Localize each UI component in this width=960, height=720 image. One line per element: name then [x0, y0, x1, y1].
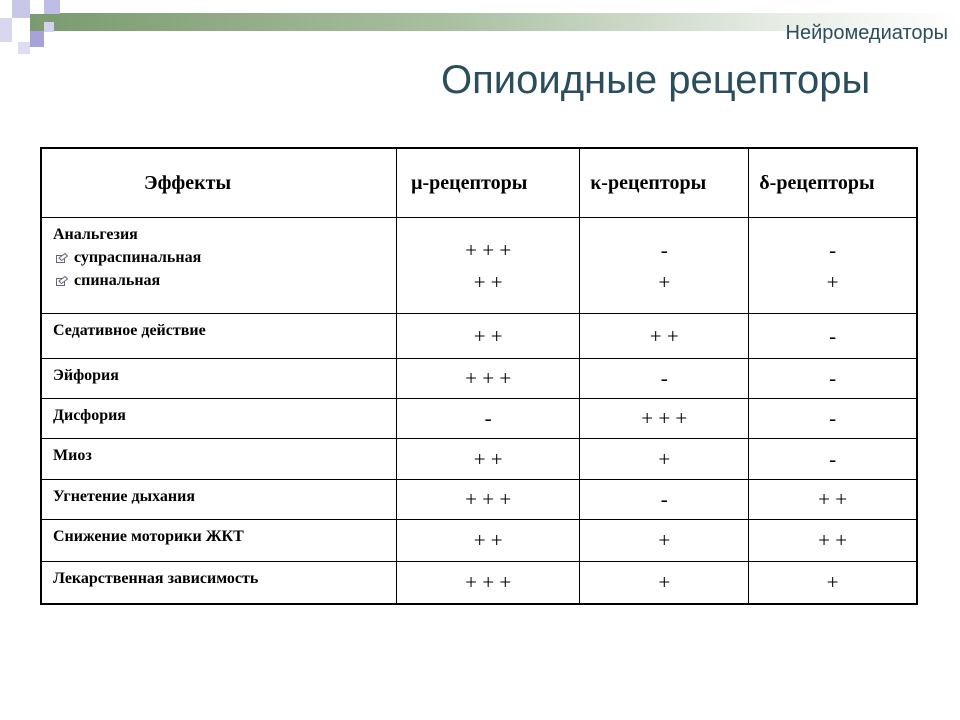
delta-cell: + +	[749, 480, 917, 520]
decor-square	[12, 18, 30, 42]
decor-square	[12, 0, 30, 18]
effect-cell: Эйфория	[41, 359, 397, 399]
sub-item	[53, 272, 396, 290]
decor-square	[44, 0, 60, 14]
mu-cell: + +	[397, 439, 580, 480]
sub-bullet-icon	[56, 276, 68, 286]
kappa-cell: +	[580, 562, 749, 604]
effect-cell: Лекарственная зависимость	[41, 562, 397, 604]
effect-cell: Дисфория	[41, 399, 397, 439]
sub-bullet-icon	[56, 253, 68, 263]
table-row	[41, 399, 917, 439]
value-spinal: +	[826, 269, 839, 294]
receptor-table	[40, 147, 918, 605]
delta-cell	[749, 218, 917, 314]
delta-cell: -	[749, 314, 917, 359]
table-row	[41, 480, 917, 520]
decor-square	[18, 42, 30, 54]
decor-square	[30, 31, 44, 47]
mu-cell: -	[397, 399, 580, 439]
table-row	[41, 562, 917, 604]
value-supraspinal: + + +	[465, 237, 512, 262]
decor-square	[44, 22, 54, 32]
value-spinal: + +	[473, 269, 503, 294]
delta-cell: + +	[749, 520, 917, 562]
decor-square	[0, 18, 12, 42]
value-spinal: +	[658, 269, 671, 294]
value-supraspinal: -	[829, 237, 837, 262]
delta-cell: -	[749, 359, 917, 399]
kappa-cell: -	[580, 359, 749, 399]
kappa-cell: -	[580, 480, 749, 520]
delta-cell: -	[749, 399, 917, 439]
effect-cell: Снижение моторики ЖКТ	[41, 520, 397, 562]
slide-title: Опиоидные рецепторы	[441, 58, 871, 102]
table-row	[41, 439, 917, 480]
mu-cell: + + +	[397, 562, 580, 604]
mu-cell: + +	[397, 314, 580, 359]
column-header-delta: δ-рецепторы	[749, 148, 917, 218]
column-header-effects: Эффекты	[41, 148, 397, 218]
mu-cell: + + +	[397, 480, 580, 520]
mu-cell	[397, 218, 580, 314]
table-row-analgesia	[41, 218, 917, 314]
table-header-row	[41, 148, 917, 218]
kappa-cell	[580, 218, 749, 314]
sub-item	[53, 249, 396, 267]
sub-item-label: спинальная	[74, 272, 161, 289]
sub-item-label: супраспинальная	[74, 249, 202, 266]
table-row	[41, 359, 917, 399]
table-row	[41, 520, 917, 562]
column-header-mu: μ-рецепторы	[397, 148, 580, 218]
effect-label: Анальгезия	[53, 226, 138, 243]
section-header: Нейромедиаторы	[785, 22, 948, 44]
kappa-cell: + +	[580, 314, 749, 359]
decor-square	[30, 0, 44, 14]
kappa-cell: + + +	[580, 399, 749, 439]
mu-cell: + + +	[397, 359, 580, 399]
effect-cell: Седативное действие	[41, 314, 397, 359]
effect-cell	[41, 218, 397, 314]
mu-cell: + +	[397, 520, 580, 562]
kappa-cell: +	[580, 439, 749, 480]
delta-cell: -	[749, 439, 917, 480]
delta-cell: +	[749, 562, 917, 604]
table-row	[41, 314, 917, 359]
effect-cell: Миоз	[41, 439, 397, 480]
column-header-kappa: κ-рецепторы	[580, 148, 749, 218]
value-supraspinal: -	[660, 237, 668, 262]
kappa-cell: +	[580, 520, 749, 562]
effect-cell: Угнетение дыхания	[41, 480, 397, 520]
